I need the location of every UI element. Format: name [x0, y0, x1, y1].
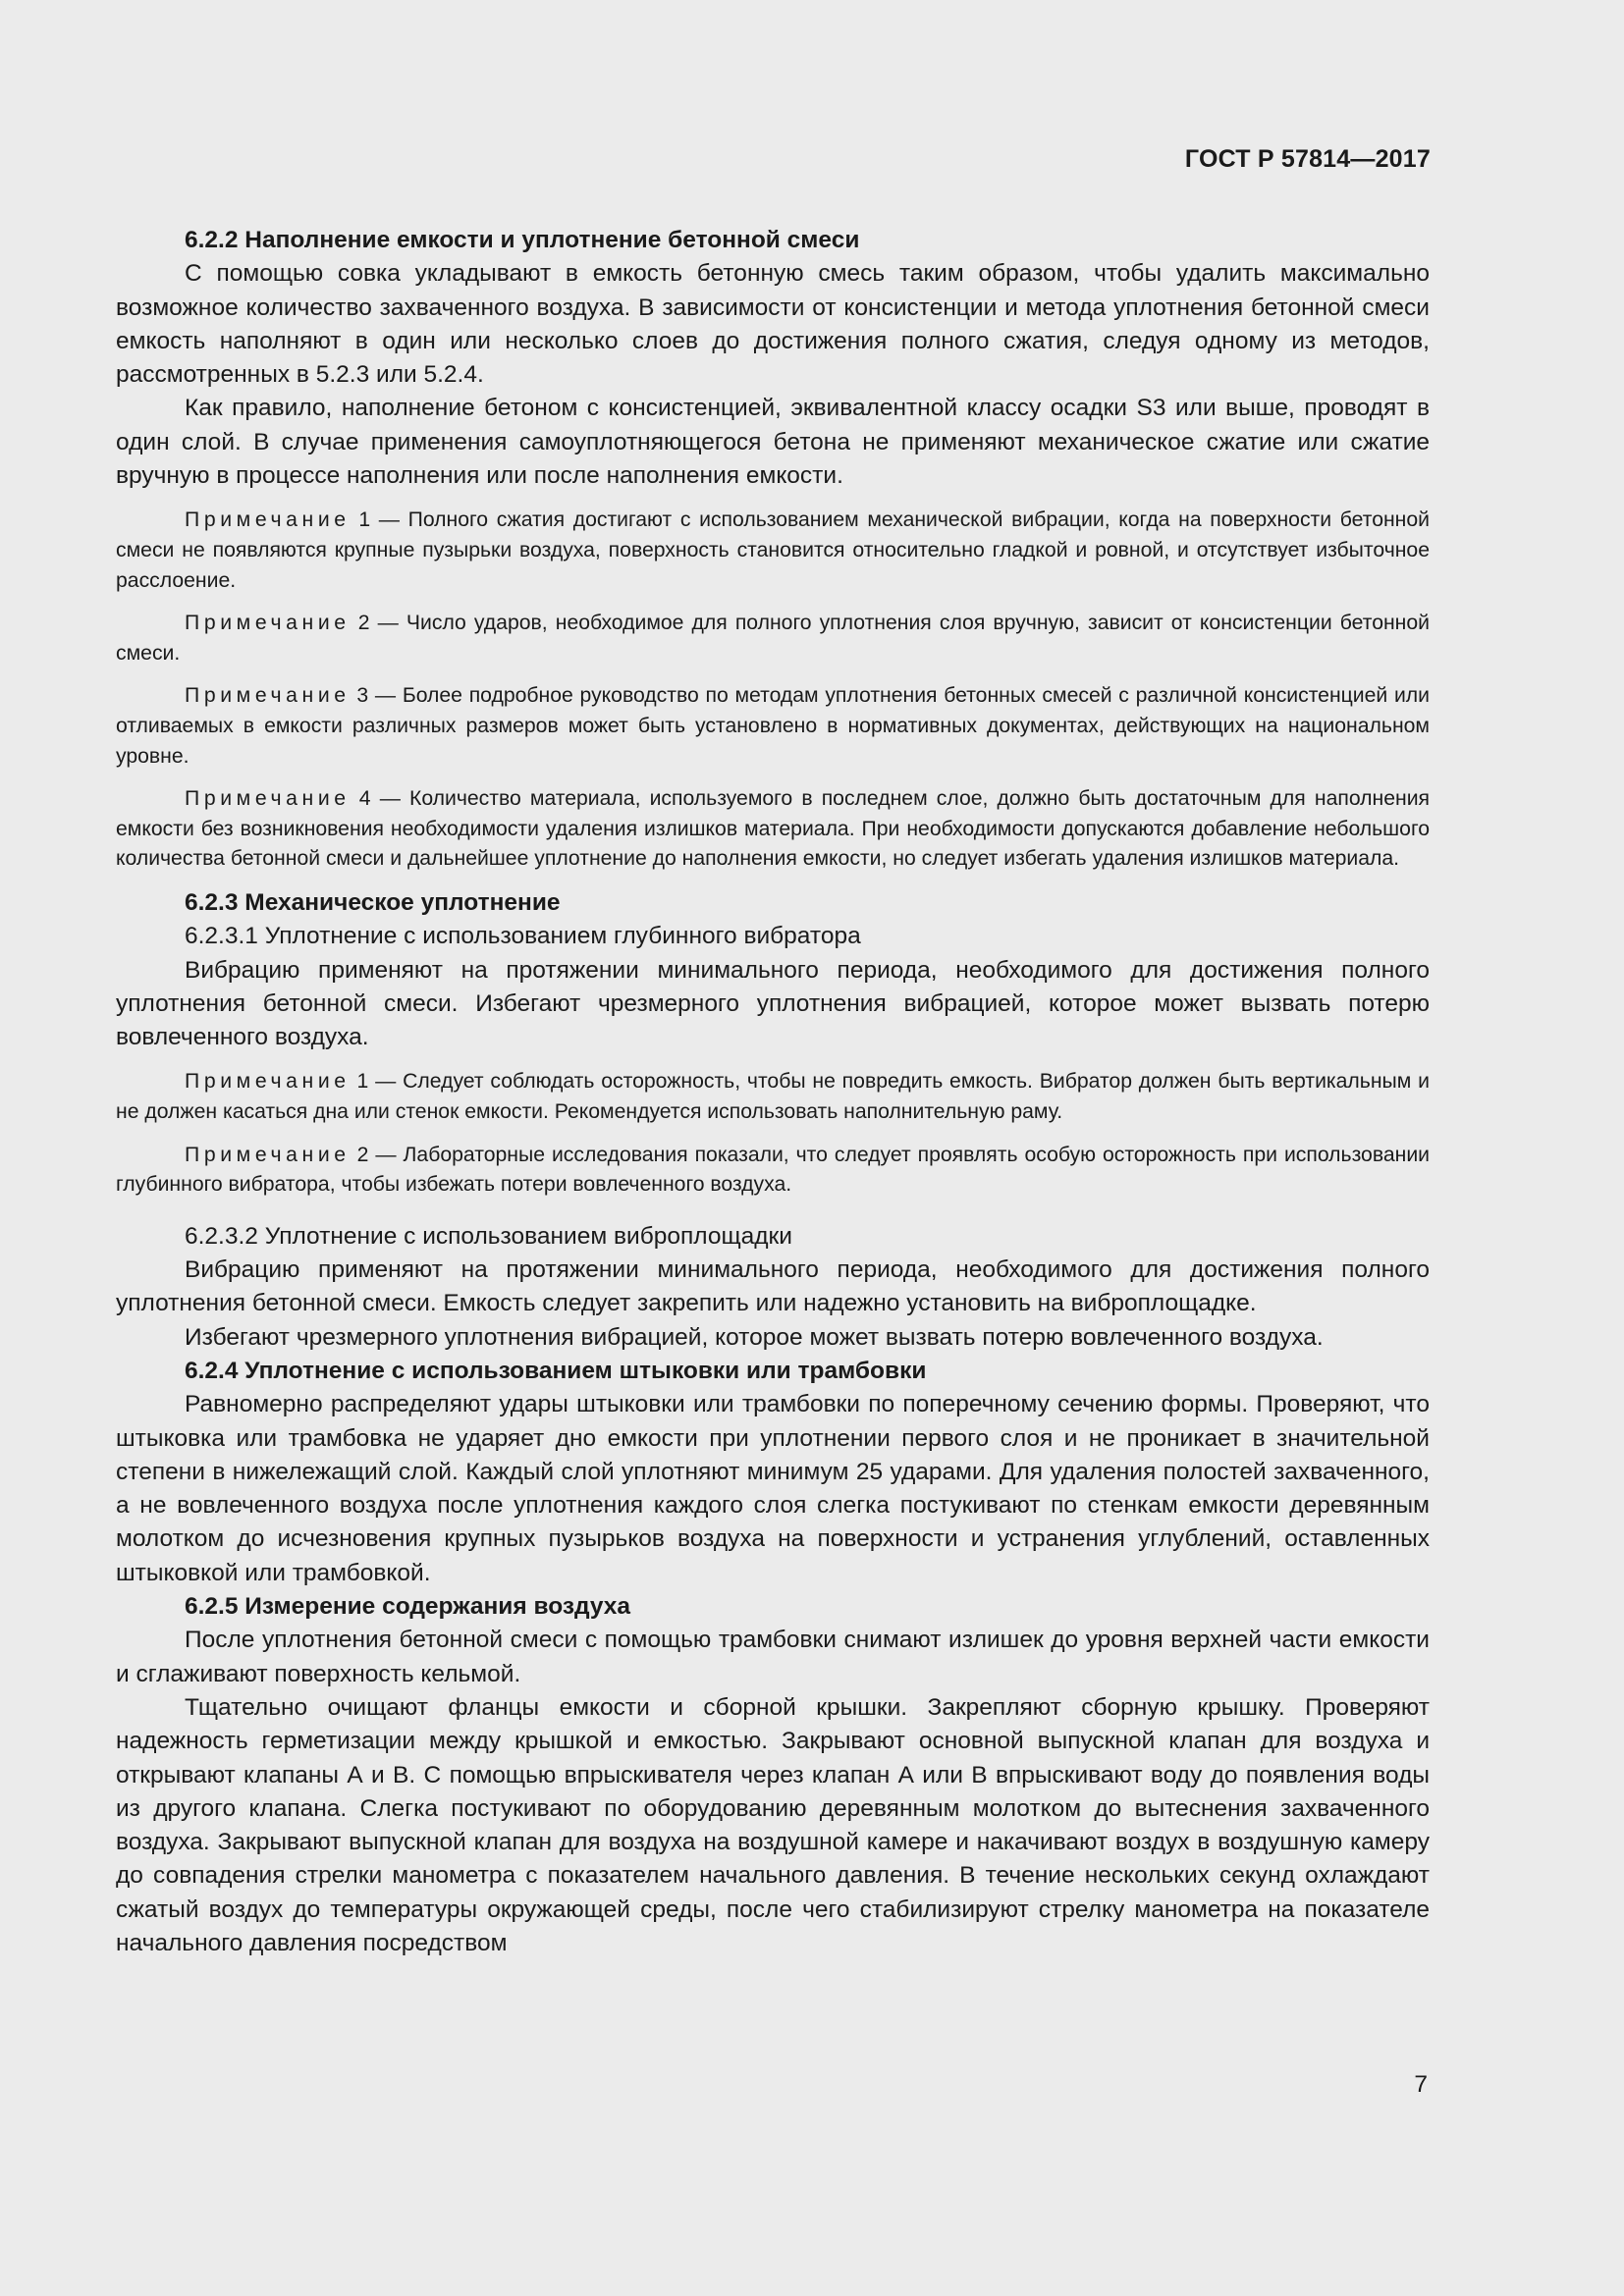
- paragraph: Вибрацию применяют на протяжении минимального периода, необходимого для достижения полного уплотнения бетонной смеси. Емкость следует закрепить или надежно установить на виброплощадке.: [116, 1256, 1430, 1317]
- note-label: Примечание: [185, 787, 351, 811]
- paragraph: Тщательно очищают фланцы емкости и сборной крышки. Закрепляют сборную крышку. Проверяют надежность герметизации между крышкой и емкостью. Закрывают основной выпускной клапан для воздуха и открывают клапаны А и В. С помощью впрыскивателя через клапан А или В впрыскивают воду до появления воды из другого клапана. Слегка постукивают по оборудованию деревянным молотком до вытеснения захваченного воздуха. Закрывают выпускной клапан для воздуха на воздушной камере и накачивают воздух в воздушную камеру до совпадения стрелки манометра с показателем начального давления. В течение нескольких секунд охлаждают сжатый воздух до температуры окружающей среды, после чего стабилизируют стрелку манометра на показателе начального давления посредством: [116, 1693, 1430, 1956]
- paragraph: Избегают чрезмерного уплотнения вибрацией, которое может вызвать потерю вовлеченного воздуха.: [185, 1323, 1324, 1351]
- note-number: 1: [358, 508, 371, 532]
- page-number: 7: [1414, 2071, 1428, 2098]
- note: [116, 506, 1430, 596]
- section-heading-6-2-5: 6.2.5 Измерение содержания воздуха: [185, 1593, 631, 1621]
- note-text: — Более подробное руководство по методам уплотнения бетонных смесей с различной консистенцией или отливаемых в емкости различных размеров может быть установлено в нормативных документах, действующих на национальном уровне.: [116, 684, 1431, 768]
- paragraph: Вибрацию применяют на протяжении минимального периода, необходимого для достижения полного уплотнения бетонной смеси. Избегают чрезмерного уплотнения вибрацией, которое может вызвать потерю вовлеченного воздуха.: [116, 956, 1430, 1051]
- note-label: Примечание: [185, 1143, 351, 1166]
- note-text: — Следует соблюдать осторожность, чтобы не повредить емкость. Вибратор должен быть вертикальным и не должен касаться дна или стенок емкости. Рекомендуется использовать наполнительную раму.: [116, 1070, 1430, 1123]
- standard-header: ГОСТ Р 57814—2017: [1184, 145, 1431, 173]
- note-label: Примечание: [185, 612, 351, 635]
- note-number: 2: [357, 612, 370, 635]
- note-label: Примечание: [185, 684, 351, 708]
- paragraph: С помощью совка укладывают в емкость бетонную смесь таким образом, чтобы удалить максимально возможное количество захваченного воздуха. В зависимости от консистенции и метода уплотнения бетонной смеси емкость наполняют в один или несколько слоев до достижения полного сжатия, следуя одному из методов, рассмотренных в 5.2.3 или 5.2.4.: [116, 260, 1430, 389]
- note: [116, 1141, 1430, 1201]
- note-number: 1: [356, 1070, 369, 1094]
- note-number: 4: [358, 787, 371, 811]
- section-heading-6-2-3: 6.2.3 Механическое уплотнение: [185, 888, 561, 916]
- note-text: — Число ударов, необходимое для полного уплотнения слоя вручную, зависит от консистенции бетонной смеси.: [116, 612, 1431, 665]
- subsection-heading-6-2-3-1: 6.2.3.1 Уплотнение с использованием глубинного вибратора: [185, 923, 861, 950]
- note: [116, 609, 1430, 668]
- section-heading-6-2-2: 6.2.2 Наполнение емкости и уплотнение бетонной смеси: [185, 227, 860, 253]
- subsection-heading-6-2-3-2: 6.2.3.2 Уплотнение с использованием виброплощадки: [185, 1222, 792, 1250]
- note: [116, 784, 1430, 875]
- note: [116, 1067, 1430, 1127]
- paragraph: Равномерно распределяют удары штыковки или трамбовки по поперечному сечению формы. Проверяют, что штыковка или трамбовка не ударяет дно емкости при уплотнении первого слоя и не проникает в значительной степени в нижележащий слой. Каждый слой уплотняют минимум 25 ударами. Для удаления полостей захваченного, а не вовлеченного воздуха после уплотнения каждого слоя слегка постукивают по стенкам емкости деревянным молотком до исчезновения крупных пузырьков воздуха на поверхности и устранения углублений, оставленных штыковкой или трамбовкой.: [116, 1391, 1430, 1586]
- page-content: [116, 224, 1430, 1960]
- note-number: 2: [356, 1143, 369, 1166]
- note-text: — Количество материала, используемого в последнем слое, должно быть достаточным для наполнения емкости без возникновения необходимости удаления излишков материала. При необходимости допускаются добавление небольшого количества бетонной смеси и дальнейшее уплотнение до наполнения емкости, но следует избегать удаления излишков материала.: [116, 787, 1430, 871]
- paragraph: Как правило, наполнение бетоном с консистенцией, эквивалентной классу осадки S3 или выше, проводят в один слой. В случае применения самоуплотняющегося бетона не применяют механическое сжатие или сжатие вручную в процессе наполнения или после наполнения емкости.: [116, 395, 1430, 490]
- note: [116, 681, 1430, 772]
- note-text: — Лабораторные исследования показали, что следует проявлять особую осторожность при использовании глубинного вибратора, чтобы избежать потери вовлеченного воздуха.: [116, 1143, 1431, 1197]
- paragraph: После уплотнения бетонной смеси с помощью трамбовки снимают излишек до уровня верхней части емкости и сглаживают поверхность кельмой.: [116, 1627, 1430, 1687]
- note-text: — Полного сжатия достигают с использованием механической вибрации, когда на поверхности бетонной смеси не появляются крупные пузырьки воздуха, поверхность становится относительно гладкой и ровной, и отсутствует избыточное расслоение.: [116, 508, 1430, 592]
- note-label: Примечание: [185, 508, 351, 532]
- note-number: 3: [356, 684, 369, 708]
- section-heading-6-2-4: 6.2.4 Уплотнение с использованием штыковки или трамбовки: [185, 1357, 927, 1384]
- note-label: Примечание: [185, 1070, 351, 1094]
